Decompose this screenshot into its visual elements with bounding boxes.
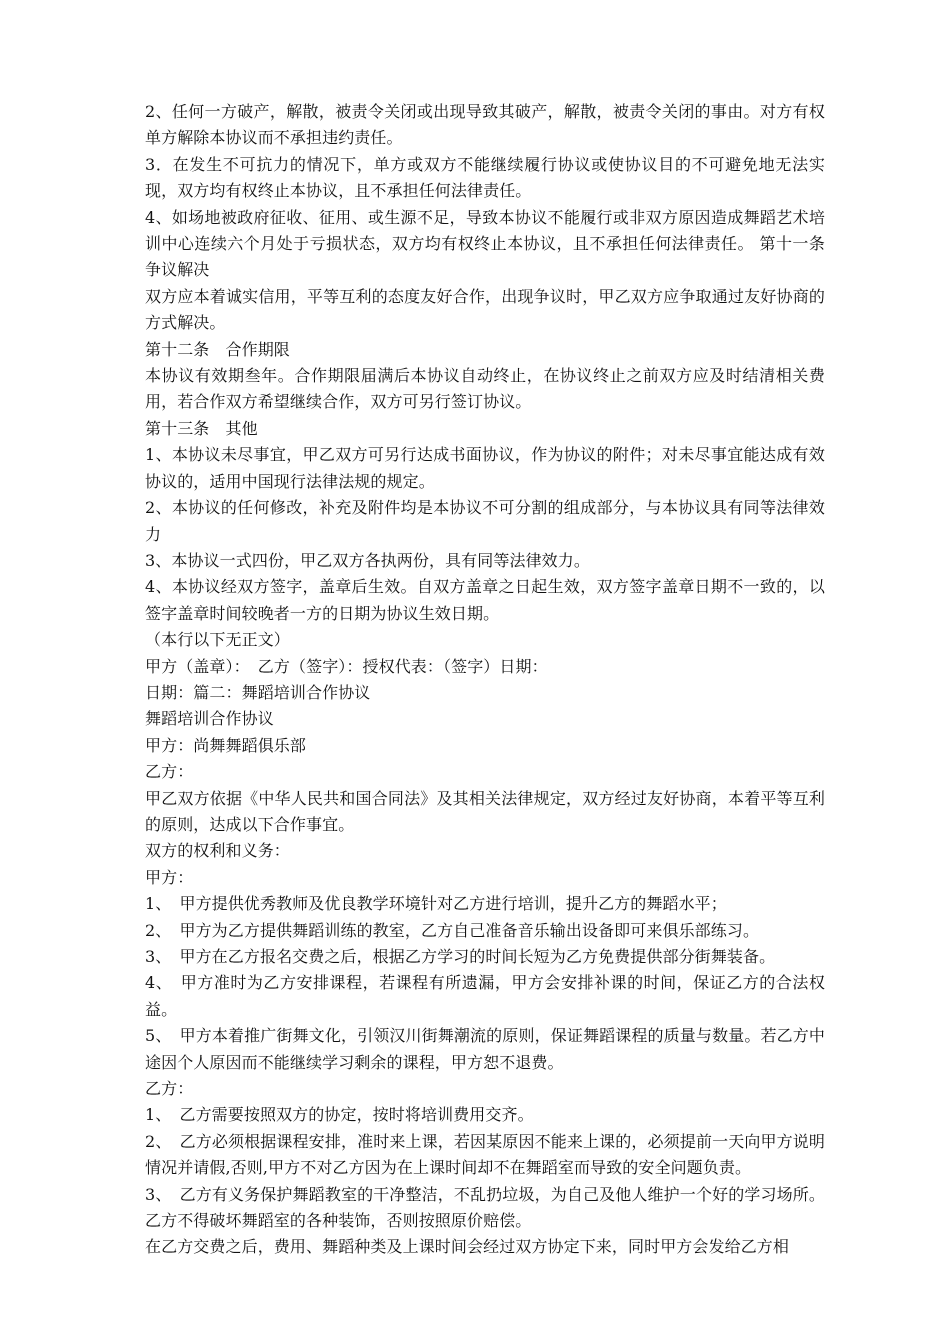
document-title: 舞蹈培训合作协议 <box>145 709 274 729</box>
document-body <box>145 99 825 1261</box>
list-item: 2、 乙方必须根据课程安排，准时来上课，若因某原因不能来上课的，必须提前一天向甲方说明情况并请假,否则,甲方不对乙方因为在上课时间却不在舞蹈室而导致的安全问题负责。 <box>145 1131 825 1178</box>
party-b-line: 乙方： <box>145 762 194 782</box>
paragraph: 甲乙双方依据《中华人民共和国合同法》及其相关法律规定，双方经过友好协商，本着平等互利的原则，达成以下合作事宜。 <box>145 788 825 834</box>
paragraph: 3．在发生不可抗力的情况下，单方或双方不能继续履行协议或使协议目的不可避免地无法实现，双方均有权终止本协议，且不承担任何法律责任。 <box>145 154 825 201</box>
paragraph: 本协议有效期叁年。合作期限届满后本协议自动终止，在协议终止之前双方应及时结清相关费用，若合作双方希望继续合作，双方可另行签订协议。 <box>145 366 825 412</box>
paragraph: 3、本协议一式四份，甲乙双方各执两份，具有同等法律效力。 <box>145 550 590 570</box>
paragraph: 乙方： <box>145 1079 194 1099</box>
paragraph: 1、本协议未尽事宜，甲乙双方可另行达成书面协议，作为协议的附件；对未尽事宜能达成有效协议的，适用中国现行法律法规的规定。 <box>145 445 825 491</box>
list-item: 3、 甲方在乙方报名交费之后，根据乙方学习的时间长短为乙方免费提供部分街舞装备。 <box>145 947 776 966</box>
paragraph: 甲方： <box>145 867 194 887</box>
paragraph: 双方的权利和义务： <box>145 841 290 861</box>
list-item: 3、 乙方有义务保护舞蹈教室的干净整洁，不乱扔垃圾，为自己及他人维护一个好的学习场所。乙方不得破坏舞蹈室的各种装饰，否则按照原价赔偿。 <box>145 1184 825 1231</box>
paragraph: 2、本协议的任何修改，补充及附件均是本协议不可分割的组成部分，与本协议具有同等法律效力 <box>145 498 825 544</box>
section-heading: 第十二条 合作期限 <box>145 339 290 359</box>
paragraph: （本行以下无正文） <box>145 630 290 650</box>
section-heading: 第十三条 其他 <box>145 418 258 438</box>
list-item: 5、 甲方本着推广街舞文化，引领汉川街舞潮流的原则，保证舞蹈课程的质量与数量。若乙方中途因个人原因而不能继续学习剩余的课程，甲方恕不退费。 <box>145 1026 825 1072</box>
list-item: 2、 甲方为乙方提供舞蹈训练的教室，乙方自己准备音乐输出设备即可来俱乐部练习。 <box>145 920 760 940</box>
paragraph: 2、任何一方破产，解散，被责令关闭或出现导致其破产，解散，被责令关闭的事由。对方有权单方解除本协议而不承担违约责任。 <box>145 102 825 148</box>
paragraph: 日期：篇二：舞蹈培训合作协议 <box>145 682 371 702</box>
paragraph: 在乙方交费之后，费用、舞蹈种类及上课时间会经过双方协定下来，同时甲方会发给乙方相 <box>145 1237 790 1257</box>
list-item: 1、 乙方需要按照双方的协定，按时将培训费用交齐。 <box>145 1105 534 1125</box>
paragraph: 双方应本着诚实信用，平等互利的态度友好合作，出现争议时，甲乙双方应争取通过友好协商的方式解决。 <box>145 286 825 333</box>
party-a-line: 甲方：尚舞舞蹈俱乐部 <box>145 735 307 755</box>
paragraph: 4、如场地被政府征收、征用、或生源不足，导致本协议不能履行或非双方原因造成舞蹈艺术培训中心连续六个月处于亏损状态，双方均有权终止本协议，且不承担任何法律责任。 第十一条争议解决 <box>145 207 825 280</box>
list-item: 1、 甲方提供优秀教师及优良教学环境针对乙方进行培训，提升乙方的舞蹈水平； <box>145 894 727 914</box>
signature-line: 甲方（盖章）： 乙方（签字）：授权代表：（签字）日期： <box>145 656 548 676</box>
list-item: 4、 甲方准时为乙方安排课程，若课程有所遗漏，甲方会安排补课的时间，保证乙方的合法权益。 <box>145 973 825 1019</box>
paragraph: 4、本协议经双方签字，盖章后生效。自双方盖章之日起生效，双方签字盖章日期不一致的，以签字盖章时间较晚者一方的日期为协议生效日期。 <box>145 577 825 623</box>
